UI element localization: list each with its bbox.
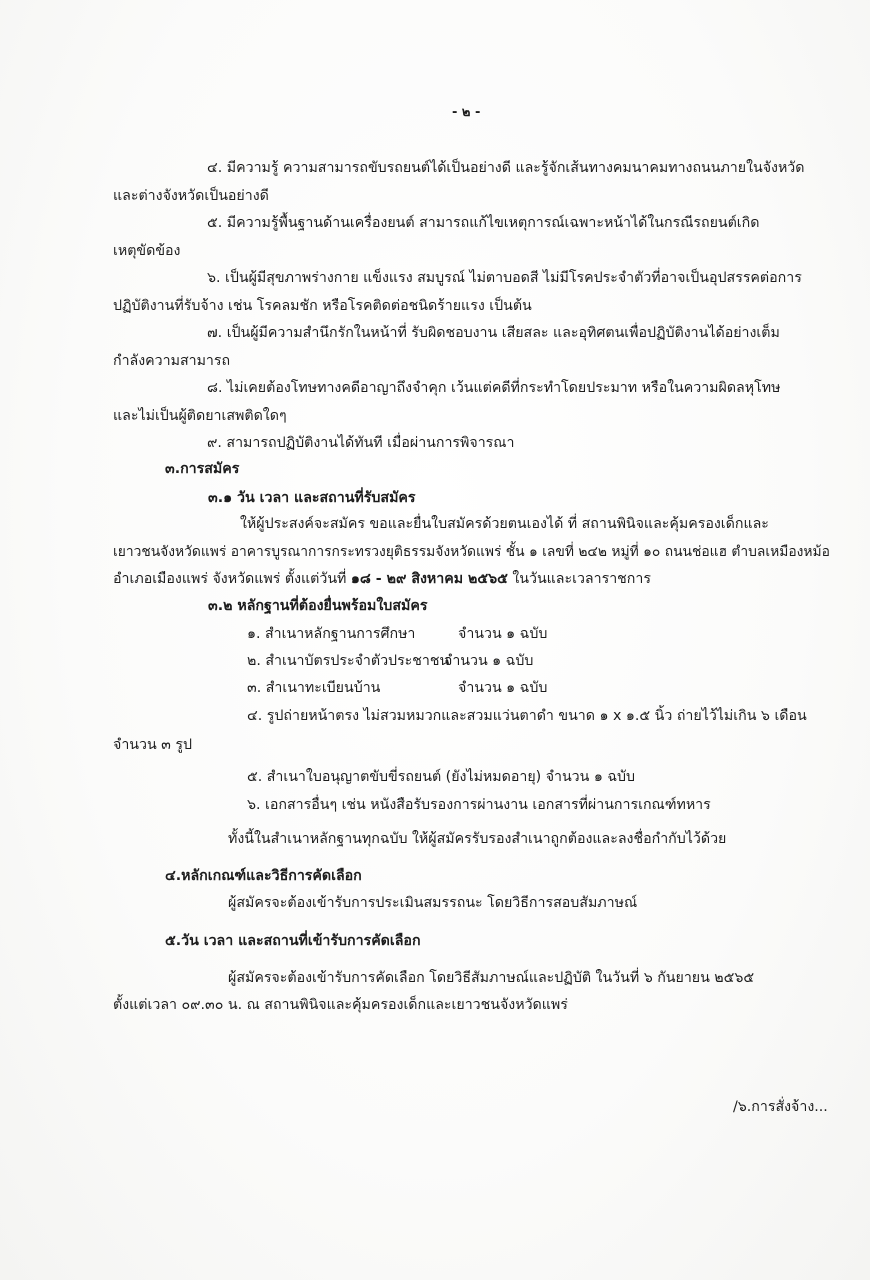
document-item-1-name: ๑. สำเนาหลักฐานการศึกษา [247, 626, 416, 642]
section-3-1-text-suffix: ในวันและเวลาราชการ [507, 571, 651, 587]
document-item-4-line1: ๔. รูปถ่ายหน้าตรง ไม่สวมหมวกและสวมแว่นตาดำ ขนาด ๑ x ๑.๕ นิ้ว ถ่ายไว้ไม่เกิน ๖ เดือน [247, 708, 807, 724]
qualification-6-line2: ปฏิบัติงานที่รับจ้าง เช่น โรคลมชัก หรือโรคติดต่อชนิดร้ายแรง เป็นต้น [113, 298, 532, 314]
application-date-range: ๑๘ - ๒๙ สิงหาคม ๒๕๖๕ [350, 571, 508, 587]
document-item-2-qty: จำนวน ๑ ฉบับ [444, 653, 534, 669]
document-item-4-line2: จำนวน ๓ รูป [113, 737, 192, 753]
section-3-2-heading: ๓.๒ หลักฐานที่ต้องยื่นพร้อมใบสมัคร [208, 598, 428, 614]
section-5-paragraph-line2: ตั้งแต่เวลา ๐๙.๓๐ น. ณ สถานพินิจและคุ้มครองเด็กและเยาวชนจังหวัดแพร่ [113, 997, 568, 1013]
section-3-1-paragraph-line1: ให้ผู้ประสงค์จะสมัคร ขอและยื่นใบสมัครด้วยตนเองได้ ที่ สถานพินิจและคุ้มครองเด็กและ [240, 516, 769, 532]
document-item-1-qty: จำนวน ๑ ฉบับ [458, 626, 548, 642]
qualification-8-line1: ๘. ไม่เคยต้องโทษทางคดีอาญาถึงจำคุก เว้นแต่คดีที่กระทำโดยประมาท หรือในความผิดลหุโทษ [207, 380, 781, 396]
document-item-2-name: ๒. สำเนาบัตรประจำตัวประชาชน [247, 653, 450, 669]
document-item-6: ๖. เอกสารอื่นๆ เช่น หนังสือรับรองการผ่านงาน เอกสารที่ผ่านการเกณฑ์ทหาร [247, 797, 711, 813]
document-item-5: ๕. สำเนาใบอนุญาตขับขี่รถยนต์ (ยังไม่หมดอายุ) จำนวน ๑ ฉบับ [247, 769, 636, 785]
section-4-text: ผู้สมัครจะต้องเข้ารับการประเมินสมรรถนะ โดยวิธีการสอบสัมภาษณ์ [228, 895, 638, 911]
qualification-8-line2: และไม่เป็นผู้ติดยาเสพติดใดๆ [113, 408, 287, 424]
qualification-4-line1: ๔. มีความรู้ ความสามารถขับรถยนต์ได้เป็นอย่างดี และรู้จักเส้นทางคมนาคมทางถนนภายในจังหวัด [207, 160, 805, 176]
qualification-7-line2: กำลังความสามารถ [113, 353, 231, 369]
certification-note: ทั้งนี้ในสำเนาหลักฐานทุกฉบับ ให้ผู้สมัครรับรองสำเนาถูกต้องและลงชื่อกำกับไว้ด้วย [228, 831, 727, 847]
qualification-7-line1: ๗. เป็นผู้มีความสำนึกรักในหน้าที่ รับผิดชอบงาน เสียสละ และอุทิศตนเพื่อปฏิบัติงานได้อย่างเต็ม [207, 325, 780, 341]
section-4-heading: ๔.หลักเกณฑ์และวิธีการคัดเลือก [165, 868, 362, 884]
document-item-3-name: ๓. สำเนาทะเบียนบ้าน [247, 680, 381, 696]
qualification-5-line2: เหตุขัดข้อง [113, 243, 181, 259]
qualification-5-line1: ๕. มีความรู้พื้นฐานด้านเครื่องยนต์ สามารถแก้ไขเหตุการณ์เฉพาะหน้าได้ในกรณีรถยนต์เกิด [207, 215, 760, 231]
continuation-marker: /๖.การสั่งจ้าง... [733, 1099, 828, 1115]
qualification-6-line1: ๖. เป็นผู้มีสุขภาพร่างกาย แข็งแรง สมบูรณ์ ไม่ตาบอดสี ไม่มีโรคประจำตัวที่อาจเป็นอุปสรรคต่อการ [207, 270, 802, 286]
section-3-1-paragraph-line2: เยาวชนจังหวัดแพร่ อาคารบูรณาการกระทรวงยุติธรรมจังหวัดแพร่ ชั้น ๑ เลขที่ ๒๔๒ หมู่ที่ ๑๐ ถนนช่อแฮ ตำบลเหมืองหม้อ [113, 544, 830, 560]
qualification-9-line1: ๙. สามารถปฏิบัติงานได้ทันที เมื่อผ่านการพิจารณา [207, 435, 515, 451]
section-3-1-heading: ๓.๑ วัน เวลา และสถานที่รับสมัคร [208, 490, 416, 506]
section-5-heading: ๕.วัน เวลา และสถานที่เข้ารับการคัดเลือก [165, 933, 421, 949]
section-5-paragraph-line1: ผู้สมัครจะต้องเข้ารับการคัดเลือก โดยวิธีสัมภาษณ์และปฏิบัติ ในวันที่ ๖ กันยายน ๒๕๖๕ [228, 970, 755, 986]
section-3-heading: ๓.การสมัคร [165, 461, 240, 477]
page-number: - ๒ - [452, 105, 481, 120]
document-item-3-qty: จำนวน ๑ ฉบับ [458, 680, 548, 696]
section-3-1-paragraph-line3 [113, 569, 651, 589]
section-3-1-text-prefix: อำเภอเมืองแพร่ จังหวัดแพร่ ตั้งแต่วันที่ [113, 571, 351, 587]
qualification-4-line2: และต่างจังหวัดเป็นอย่างดี [113, 188, 269, 204]
